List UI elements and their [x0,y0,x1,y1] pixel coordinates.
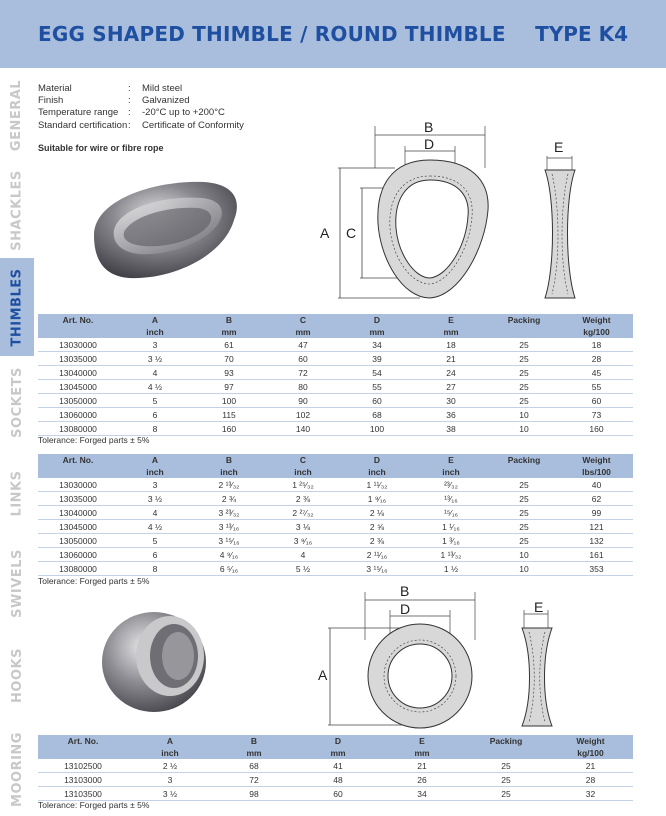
dim-a-label: A [320,225,330,241]
sidebar-item-general[interactable]: GENERAL [9,79,25,151]
page-header [0,0,666,68]
egg-thimble-photo [84,160,244,290]
spec-row: Finish : Galvanized [38,95,190,107]
table-header-row: Art. No. A B C D E Packing Weight [38,314,633,326]
suitable-note: Suitable for wire or fibre rope [38,143,164,153]
table-unit-row: inch mm mm mm kg/100 [38,747,633,759]
sidebar-item-mooring[interactable]: MOORING [9,731,25,807]
table-header-row: Art. No. A B C D E Packing Weight [38,454,633,466]
dim-e-label: E [554,139,564,155]
table-header-row: Art. No. A B D E Packing Weight [38,735,633,747]
table-row: 13050000 5 100 90 60 30 25 60 [38,394,633,408]
table-row: 13103000 3 72 48 26 25 28 [38,773,633,787]
table-unit-row: inch mm mm mm mm kg/100 [38,326,633,338]
table-row: 13060000 6 115 102 68 36 10 73 [38,408,633,422]
table-row: 13030000 3 61 47 34 18 25 18 [38,338,633,352]
table-row: 13035000 3 ½ 2 ¾ 2 ⅜ 1 ⁹⁄₁₆ ¹³⁄₁₆ 25 62 [38,492,633,506]
table-row: 13045000 4 ½ 3 ¹³⁄₁₆ 3 ⅛ 2 ⅝ 1 ¹⁄₁₆ 25 121 [38,520,633,534]
spec-row: Material : Mild steel [38,83,183,94]
dim-b-label: B [400,583,410,599]
egg-thimble-diagram [310,118,600,304]
sidebar-item-links[interactable]: LINKS [9,470,25,516]
dim-d-label: D [400,601,411,617]
round-thimble-table [38,735,633,801]
tolerance-note: Tolerance: Forged parts ± 5% [38,800,150,810]
egg-thimble-table-inch [38,454,633,576]
table-row: 13080000 8 160 140 100 38 10 160 [38,422,633,436]
table-row: 13040000 4 93 72 54 24 25 45 [38,366,633,380]
spec-row: Temperature range : -20°C up to +200°C [38,107,225,119]
table-row: 13030000 3 2 ¹³⁄₃₂ 1 ²⁵⁄₃₂ 1 ¹¹⁄₃₂ ²³⁄₃₂ 25 40 [38,478,633,492]
sidebar-item-thimbles[interactable]: THIMBLES [0,258,34,356]
sidebar-item-sockets[interactable]: SOCKETS [9,366,25,438]
product-type: TYPE K4 [535,22,628,46]
sidebar-item-hooks[interactable]: HOOKS [9,647,25,703]
table-unit-row: inch inch inch inch inch lbs/100 [38,466,633,478]
tolerance-note: Tolerance: Forged parts ± 5% [38,435,150,445]
table-row: 13050000 5 3 ¹⁵⁄₁₆ 3 ⁹⁄₁₆ 2 ⅜ 1 ³⁄₁₆ 25 132 [38,534,633,548]
table-row: 13080000 8 6 ⁵⁄₁₆ 5 ½ 3 ¹⁵⁄₁₆ 1 ½ 10 353 [38,562,633,576]
sidebar-item-shackles[interactable]: SHACKLES [9,169,25,251]
round-thimble-diagram [310,580,600,730]
tolerance-note: Tolerance: Forged parts ± 5% [38,576,150,586]
dim-a-label: A [318,667,328,683]
table-row: 13040000 4 3 ²³⁄₃₂ 2 ²⁷⁄₃₂ 2 ⅛ ¹⁵⁄₁₆ 25 99 [38,506,633,520]
spec-list [38,83,244,132]
page-title: EGG SHAPED THIMBLE / ROUND THIMBLE [38,22,506,46]
table-row: 13035000 3 ½ 70 60 39 21 25 28 [38,352,633,366]
table-row: 13103500 3 ½ 98 60 34 25 32 [38,787,633,801]
round-thimble-photo [92,600,222,720]
category-sidebar [0,68,34,816]
table-row: 13102500 2 ½ 68 41 21 25 21 [38,759,633,773]
egg-thimble-table-mm [38,314,633,436]
dim-e-label: E [534,599,544,615]
dim-d-label: D [424,136,435,152]
dim-b-label: B [424,119,434,135]
dim-c-label: C [346,225,357,241]
table-row: 13045000 4 ½ 97 80 55 27 25 55 [38,380,633,394]
table-row: 13060000 6 4 ⁹⁄₁₆ 4 2 ¹¹⁄₁₆ 1 ¹³⁄₃₂ 10 161 [38,548,633,562]
sidebar-item-swivels[interactable]: SWIVELS [9,548,25,618]
spec-row: Standard certification : Certificate of Conformity [38,119,244,131]
